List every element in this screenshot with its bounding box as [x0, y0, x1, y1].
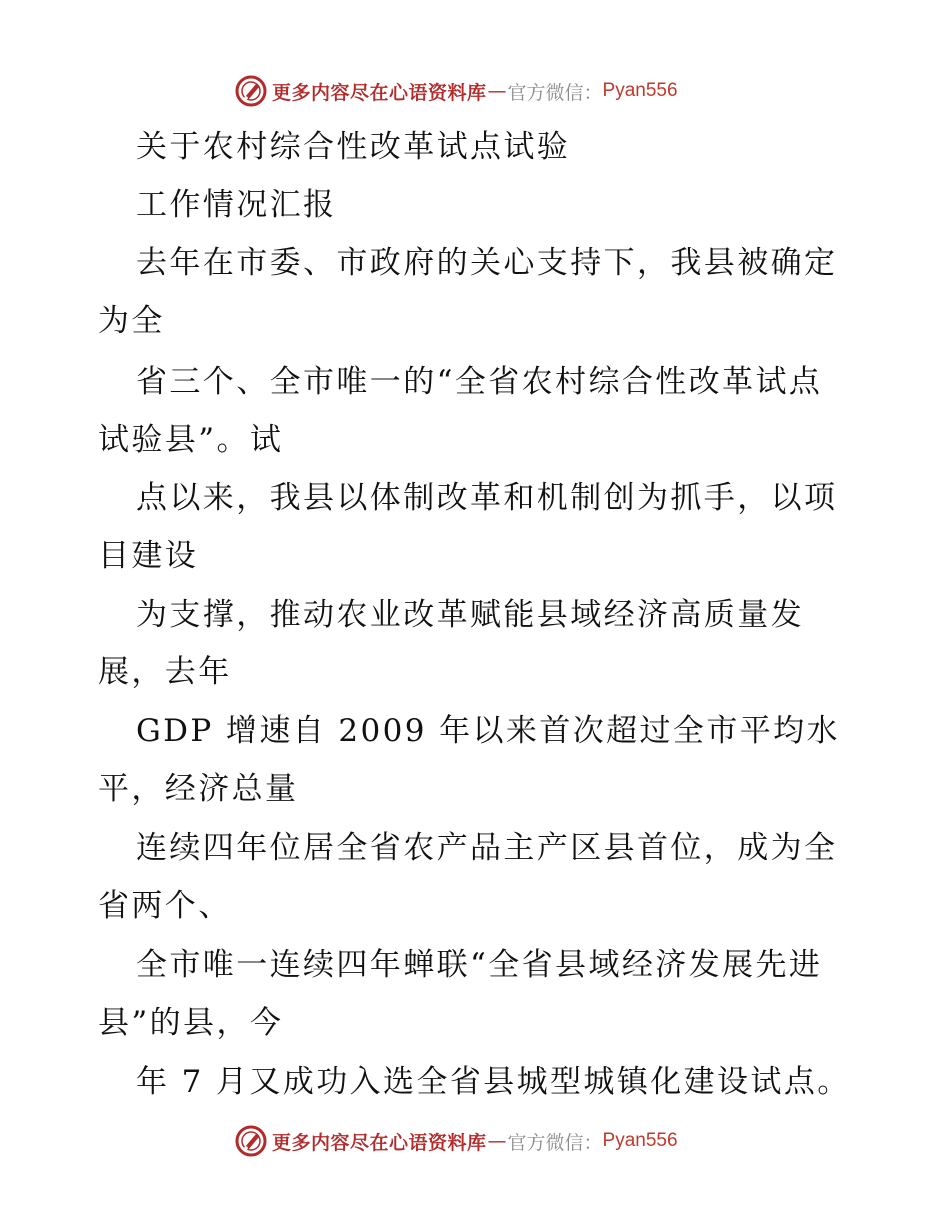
doc-paragraph-line: 连续四年位居全省农产品主产区县首位，成为全 — [136, 830, 838, 866]
watermark-main-text: 更多内容尽在心语资料库 — [272, 1131, 487, 1154]
pen-nib-logo-icon — [234, 1124, 268, 1158]
watermark-dash: — — [487, 1130, 507, 1152]
doc-paragraph-line: 年 7 月又成功入选全省县城型城镇化建设试点。 — [136, 1064, 851, 1100]
watermark-dash: — — [487, 80, 507, 102]
doc-paragraph-line: 为支撑，推动农业改革赋能县域经济高质量发 — [136, 597, 804, 633]
watermark-main-text: 更多内容尽在心语资料库 — [272, 81, 487, 104]
watermark-wechat-id: Pyan556 — [602, 80, 678, 101]
doc-paragraph-line: 省三个、全市唯一的“全省农村综合性改革试点 — [136, 364, 823, 400]
footer-watermark — [234, 1123, 678, 1159]
doc-paragraph-line: 省两个、 — [98, 888, 232, 924]
doc-paragraph-line: 去年在市委、市政府的关心支持下，我县被确定 — [136, 245, 838, 281]
doc-paragraph-line: 全市唯一连续四年蝉联“全省县域经济发展先进 — [136, 947, 823, 983]
watermark-label: 官方微信： — [507, 81, 603, 104]
pen-nib-logo-icon — [234, 74, 268, 108]
doc-title-line-2: 工作情况汇报 — [136, 187, 337, 223]
doc-paragraph-line: 为全 — [98, 303, 165, 339]
doc-paragraph-line: 目建设 — [98, 538, 199, 574]
doc-paragraph-line: 点以来，我县以体制改革和机制创为抓手，以项 — [136, 480, 838, 516]
doc-paragraph-line: 试验县”。试 — [98, 422, 284, 458]
header-watermark — [234, 73, 678, 109]
doc-paragraph-line: GDP 增速自 2009 年以来首次超过全市平均水 — [136, 713, 840, 749]
doc-title-line-1: 关于农村综合性改革试点试验 — [136, 129, 571, 165]
watermark-label: 官方微信： — [507, 1131, 603, 1154]
doc-paragraph-line: 平，经济总量 — [98, 771, 299, 807]
watermark-wechat-id: Pyan556 — [602, 1130, 678, 1151]
doc-paragraph-line: 展，去年 — [98, 654, 232, 690]
doc-paragraph-line: 县”的县，今 — [98, 1005, 284, 1041]
